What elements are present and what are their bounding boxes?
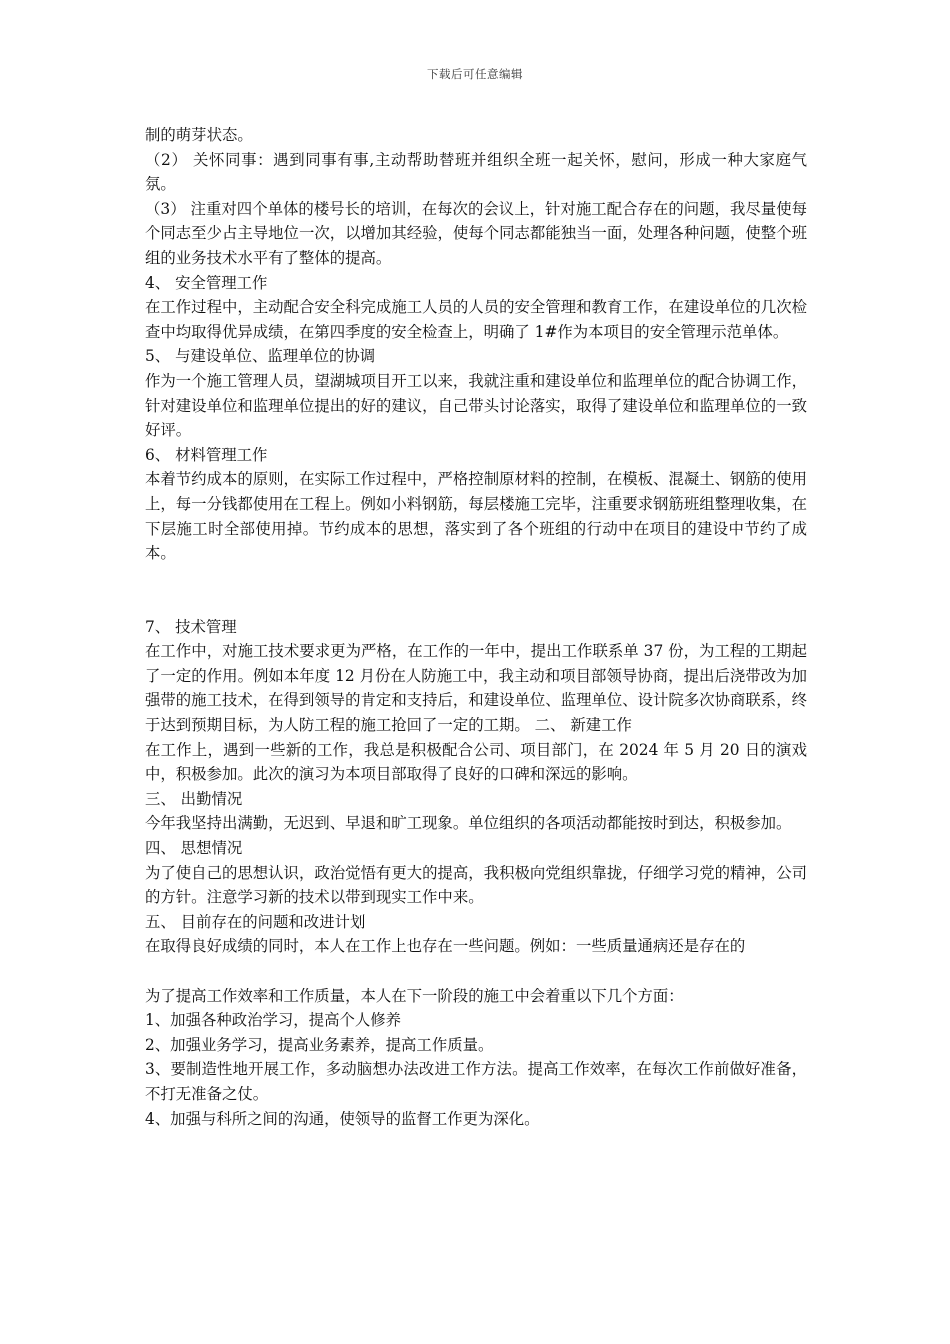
page-header: 下载后可任意编辑	[427, 67, 523, 81]
list-item: 1、加强各种政治学习，提高个人修养	[145, 1011, 402, 1030]
section-heading: 三、 出勤情况	[145, 789, 243, 808]
spacer	[145, 959, 807, 984]
list-item: 2、加强业务学习，提高业务素养，提高工作质量。	[145, 1035, 494, 1054]
list-item: 3、要制造性地开展工作，多动脑想办法改进工作方法。提高工作效率，在每次工作前做好准备，不打无准备之仗。	[145, 1060, 807, 1103]
paragraph: 为了提高工作效率和工作质量，本人在下一阶段的施工中会着重以下几个方面：	[145, 986, 684, 1005]
section-heading: 五、 目前存在的问题和改进计划	[145, 912, 366, 931]
paragraph: （3） 注重对四个单体的楼号长的培训，在每次的会议上，针对施工配合存在的问题，我尽量使每个同志至少占主导地位一次，以增加其经验，使每个同志都能独当一面，处理各种问题，使整个班组的业务技术水平有了整体的提高。	[145, 199, 807, 267]
paragraph: 在工作过程中，主动配合安全科完成施工人员的人员的安全管理和教育工作，在建设单位的几次检查中均取得优异成绩，在第四季度的安全检查上，明确了 1#作为本项目的安全管理示范单体。	[145, 298, 807, 341]
paragraph: 制的萌芽状态。	[145, 126, 253, 144]
paragraph: 今年我坚持出满勤，无迟到、早退和旷工现象。单位组织的各项活动都能按时到达，积极参加。	[145, 814, 792, 833]
section-heading: 5、 与建设单位、监理单位的协调	[145, 347, 376, 366]
document-body	[145, 123, 807, 1131]
list-item: 4、加强与科所之间的沟通，使领导的监督工作更为深化。	[145, 1109, 540, 1128]
paragraph: 本着节约成本的原则，在实际工作过程中，严格控制原材料的控制，在模板、混凝土、钢筋的使用上，每一分钱都使用在工程上。例如小料钢筋，每层楼施工完毕，注重要求钢筋班组整理收集，在下层施工时全部使用掉。节约成本的思想，落实到了各个班组的行动中在项目的建设中节约了成本。	[145, 470, 807, 563]
paragraph: 为了使自己的思想认识，政治觉悟有更大的提高，我积极向党组织靠拢，仔细学习党的精神，公司的方针。注意学习新的技术以带到现实工作中来。	[145, 863, 807, 907]
section-heading: 四、 思想情况	[145, 839, 243, 858]
paragraph: （2） 关怀同事：遇到同事有事,主动帮助替班并组织全班一起关怀，慰问，形成一种大家庭气氛。	[145, 150, 807, 194]
paragraph: 在工作中，对施工技术要求更为严格，在工作的一年中，提出工作联系单 37 份，为工程的工期起了一定的作用。例如本年度 12 月份在人防施工中，我主动和项目部领导协商，提出后浇带改为加强带的施工技术，在得到领导的肯定和支持后，和建设单位、监理单位、设计院多次协商联系，终于达到预期目标，为人防工程的施工抢回了一定的工期。 二、 新建工作	[145, 642, 807, 735]
section-heading: 7、 技术管理	[145, 617, 237, 636]
section-heading: 4、 安全管理工作	[145, 273, 268, 292]
paragraph: 作为一个施工管理人员，望湖城项目开工以来，我就注重和建设单位和监理单位的配合协调工作，针对建设单位和监理单位提出的好的建议，自己带头讨论落实，取得了建设单位和监理单位的一致好评。	[145, 371, 807, 440]
section-heading: 6、 材料管理工作	[145, 445, 268, 464]
spacer	[145, 566, 807, 615]
paragraph: 在取得良好成绩的同时，本人在工作上也存在一些问题。例如：一些质量通病还是存在的	[145, 937, 746, 956]
paragraph: 在工作上，遇到一些新的工作，我总是积极配合公司、项目部门，在 2024 年 5 月 20 日的演戏中，积极参加。此次的演习为本项目部取得了良好的口碑和深远的影响。	[145, 740, 807, 784]
